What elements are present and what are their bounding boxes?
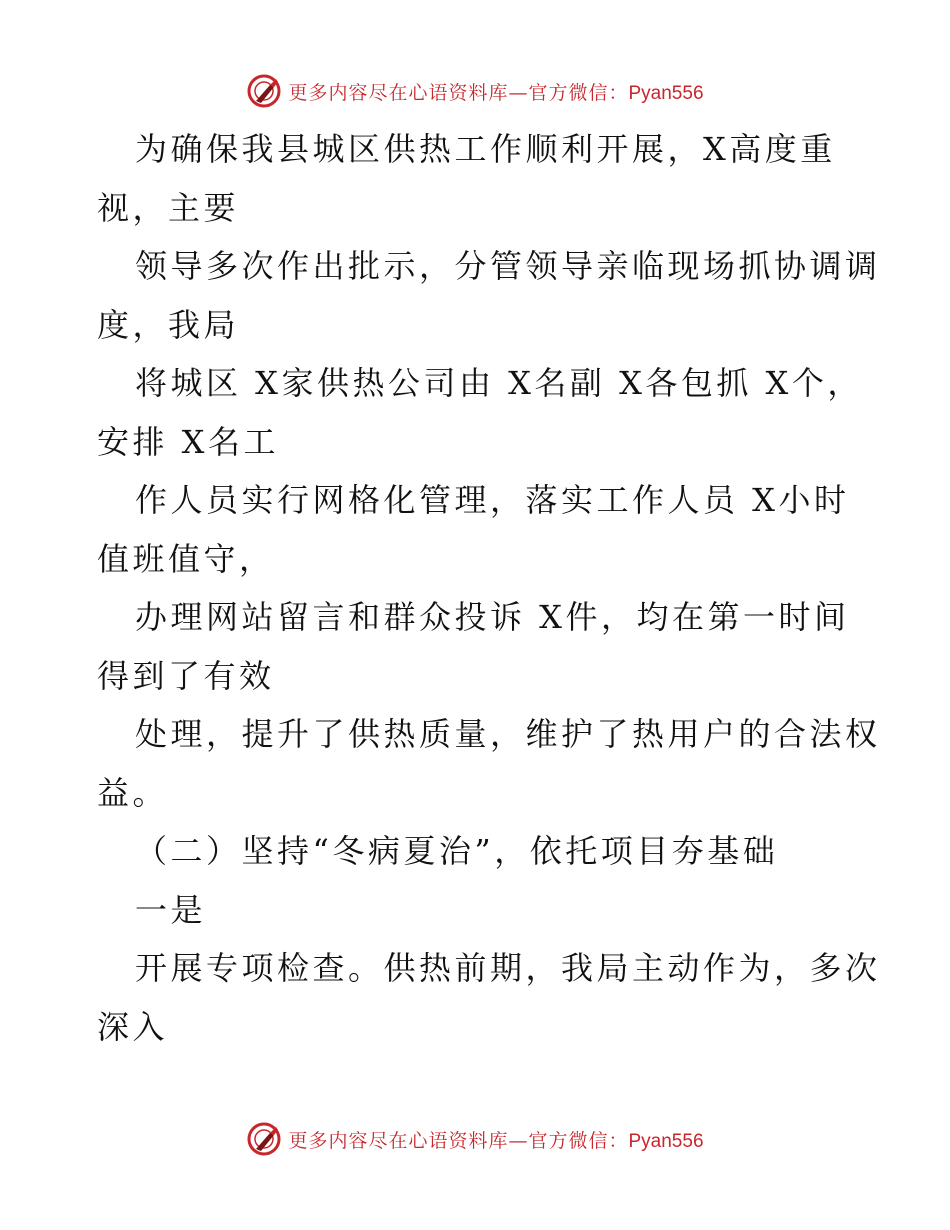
section-heading: （二）坚持“冬病夏治”，依托项目夯基础 (135, 832, 779, 870)
paragraph-line: 处理，提升了供热质量，维护了热用户的合法权 (135, 715, 881, 753)
paragraph-line: 安排 X名工 (97, 422, 279, 461)
paragraph-line: 视，主要 (97, 188, 240, 227)
header-watermark (0, 71, 950, 111)
paragraph-line: 领导多次作出批示，分管领导亲临现场抓协调调 (135, 247, 881, 285)
paragraph-line: 一是 (135, 890, 207, 929)
footer-watermark (0, 1119, 950, 1159)
paragraph-line: 作人员实行网格化管理，落实工作人员 X小时 (135, 481, 850, 519)
paragraph-line: 值班值守， (97, 539, 275, 578)
watermark-text: 更多内容尽在心语资料库—官方微信：Pyan556 (288, 81, 704, 104)
document-body (97, 120, 881, 1056)
paragraph-line: 办理网站留言和群众投诉 X件，均在第一时间 (135, 598, 850, 636)
paragraph-line: 得到了有效 (97, 656, 275, 695)
paragraph-line: 深入 (97, 1007, 169, 1046)
paragraph-line: 益。 (97, 773, 169, 812)
paragraph-line: 将城区 X家供热公司由 X名副 X各包抓 X个， (135, 364, 863, 402)
paragraph-line: 度，我局 (97, 305, 240, 344)
paragraph-line: 开展专项检查。供热前期，我局主动作为，多次 (135, 949, 881, 987)
pen-circle-logo-icon (246, 1121, 282, 1157)
watermark-text: 更多内容尽在心语资料库—官方微信：Pyan556 (288, 1129, 704, 1152)
pen-circle-logo-icon (246, 73, 282, 109)
paragraph-line: 为确保我县城区供热工作顺利开展，X高度重 (135, 130, 836, 168)
